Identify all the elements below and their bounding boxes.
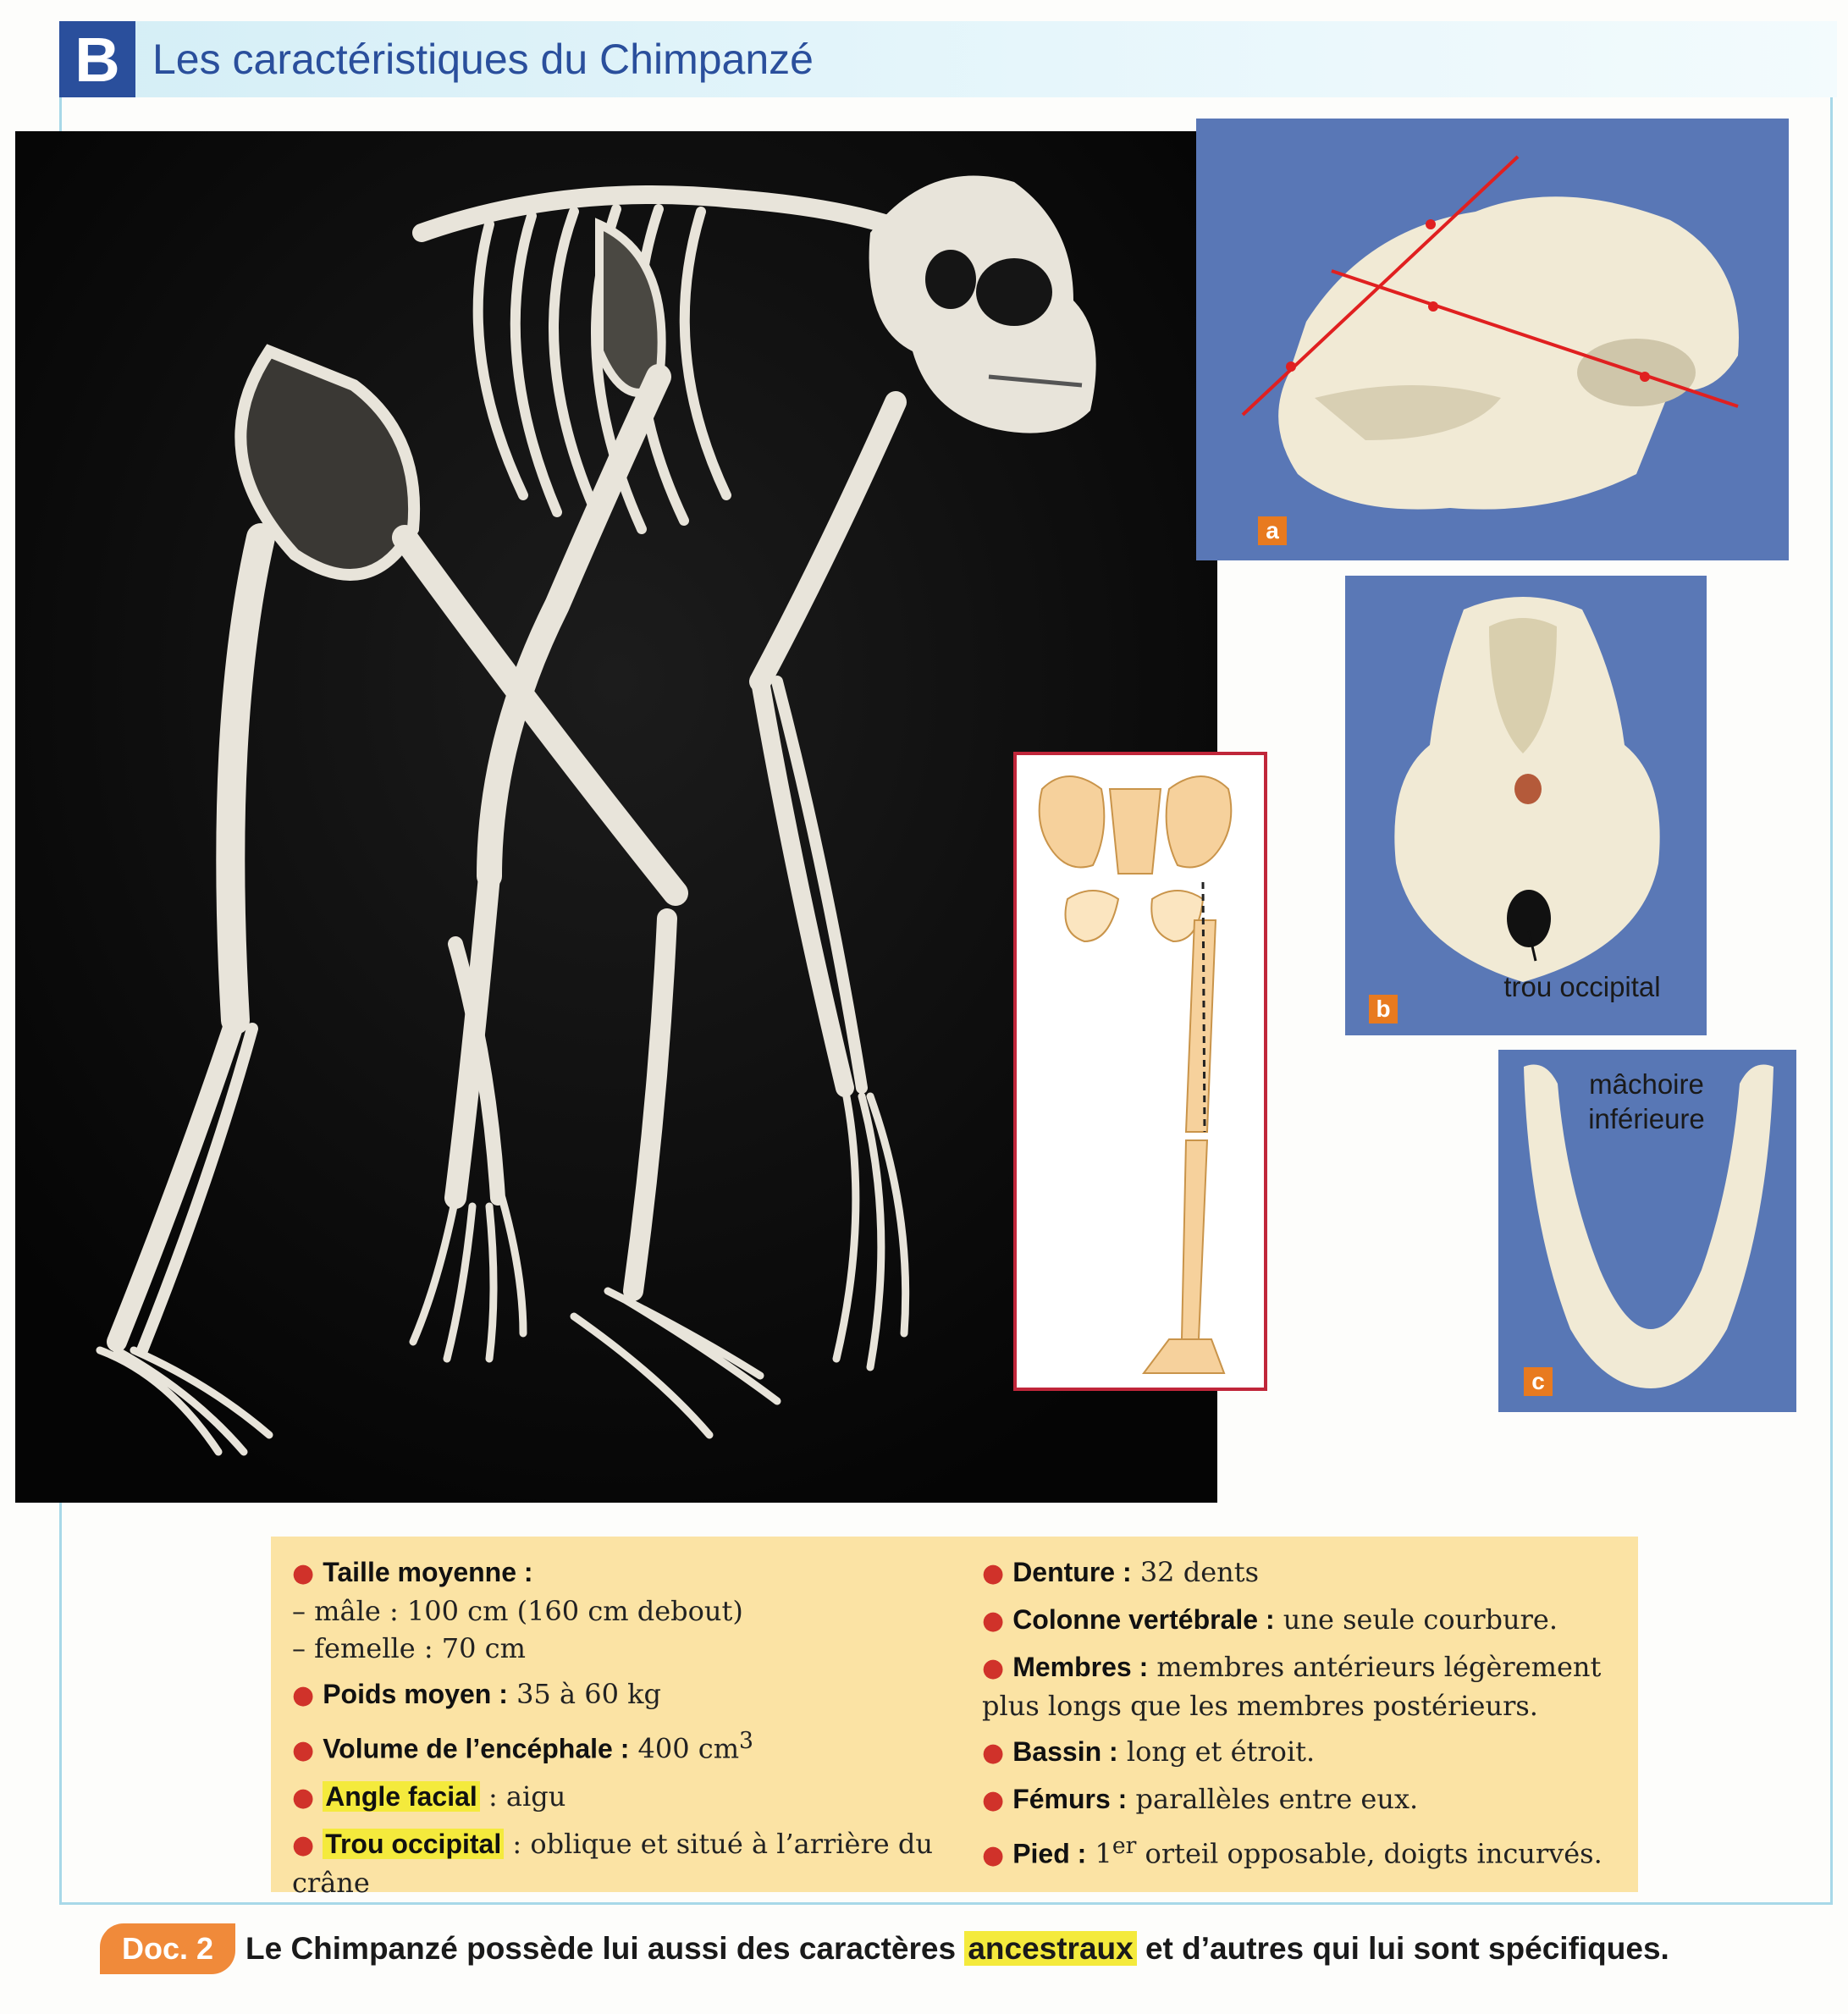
section-badge: B	[59, 21, 135, 97]
machoire-inferieure-label	[1562, 1067, 1731, 1137]
photo-tag-c: c	[1524, 1367, 1553, 1396]
trait-femurs: ● Fémurs : parallèles entre eux.	[982, 1783, 1419, 1815]
trait-taille-male: – mâle : 100 cm (160 cm debout)	[292, 1595, 743, 1627]
bullet-icon: ●	[292, 1559, 315, 1588]
bullet-icon: ●	[982, 1653, 1005, 1683]
trait-trou-occipital: ● Trou occipital : oblique et situé à l’arrière du crâne	[292, 1827, 933, 1899]
trait-angle-facial: ● Angle facial : aigu	[292, 1779, 566, 1813]
trait-colonne: ● Colonne vertébrale : une seule courbure.	[982, 1603, 1558, 1636]
photo-tag-a: a	[1258, 516, 1287, 545]
skull-side-illustration	[1196, 119, 1789, 560]
doc-caption: Le Chimpanzé possède lui aussi des caractères ancestraux et d’autres qui lui sont spécifiques.	[245, 1931, 1669, 1966]
bullet-icon: ●	[982, 1840, 1005, 1870]
bullet-icon: ●	[982, 1606, 1005, 1636]
trou-occipital-label: trou occipital	[1503, 971, 1661, 1002]
trait-poids: ● Poids moyen : 35 à 60 kg	[292, 1678, 661, 1710]
characteristics-right-column	[982, 1553, 1625, 1883]
pelvis-leg-diagram	[1013, 752, 1267, 1391]
skull-base-photo	[1345, 576, 1707, 1035]
machoire-label-line2: inférieure	[1588, 1103, 1705, 1135]
photo-tag-b: b	[1369, 995, 1398, 1024]
bullet-icon: ●	[292, 1829, 315, 1860]
trait-pied: ● Pied : 1er orteil opposable, doigts incurvés.	[982, 1833, 1603, 1870]
bullet-icon: ●	[292, 1782, 315, 1813]
caption-highlight: ancestraux	[964, 1931, 1136, 1966]
bullet-icon: ●	[982, 1738, 1005, 1768]
bullet-icon: ●	[292, 1680, 315, 1710]
trait-bassin: ● Bassin : long et étroit.	[982, 1735, 1316, 1768]
bullet-icon: ●	[982, 1785, 1005, 1815]
trait-taille-femelle: – femelle : 70 cm	[292, 1632, 526, 1664]
pelvis-leg-illustration	[1017, 755, 1264, 1388]
trait-volume-encephale: ● Volume de l’encéphale : 400 $cm^3$	[292, 1728, 754, 1765]
machoire-label-line1: mâchoire	[1589, 1068, 1704, 1100]
characteristics-box	[271, 1537, 1638, 1899]
doc-label: Doc. 2	[100, 1923, 235, 1974]
skull-base-illustration	[1345, 576, 1707, 1035]
section-title: Les caractéristiques du Chimpanzé	[152, 36, 814, 83]
trait-membres: ● Membres : membres antérieurs légèrement plus longs que les membres postérieurs.	[982, 1651, 1602, 1722]
skull-side-photo	[1196, 119, 1789, 560]
bullet-icon: ●	[982, 1559, 1005, 1588]
lower-jaw-photo	[1498, 1050, 1796, 1412]
trait-taille: ● Taille moyenne : – mâle : 100 cm (160 cm debout) – femelle : 70 cm	[292, 1553, 961, 1667]
trait-denture: ● Denture : 32 dents	[982, 1556, 1260, 1588]
bullet-icon: ●	[292, 1735, 315, 1765]
characteristics-left-column	[292, 1553, 961, 1910]
